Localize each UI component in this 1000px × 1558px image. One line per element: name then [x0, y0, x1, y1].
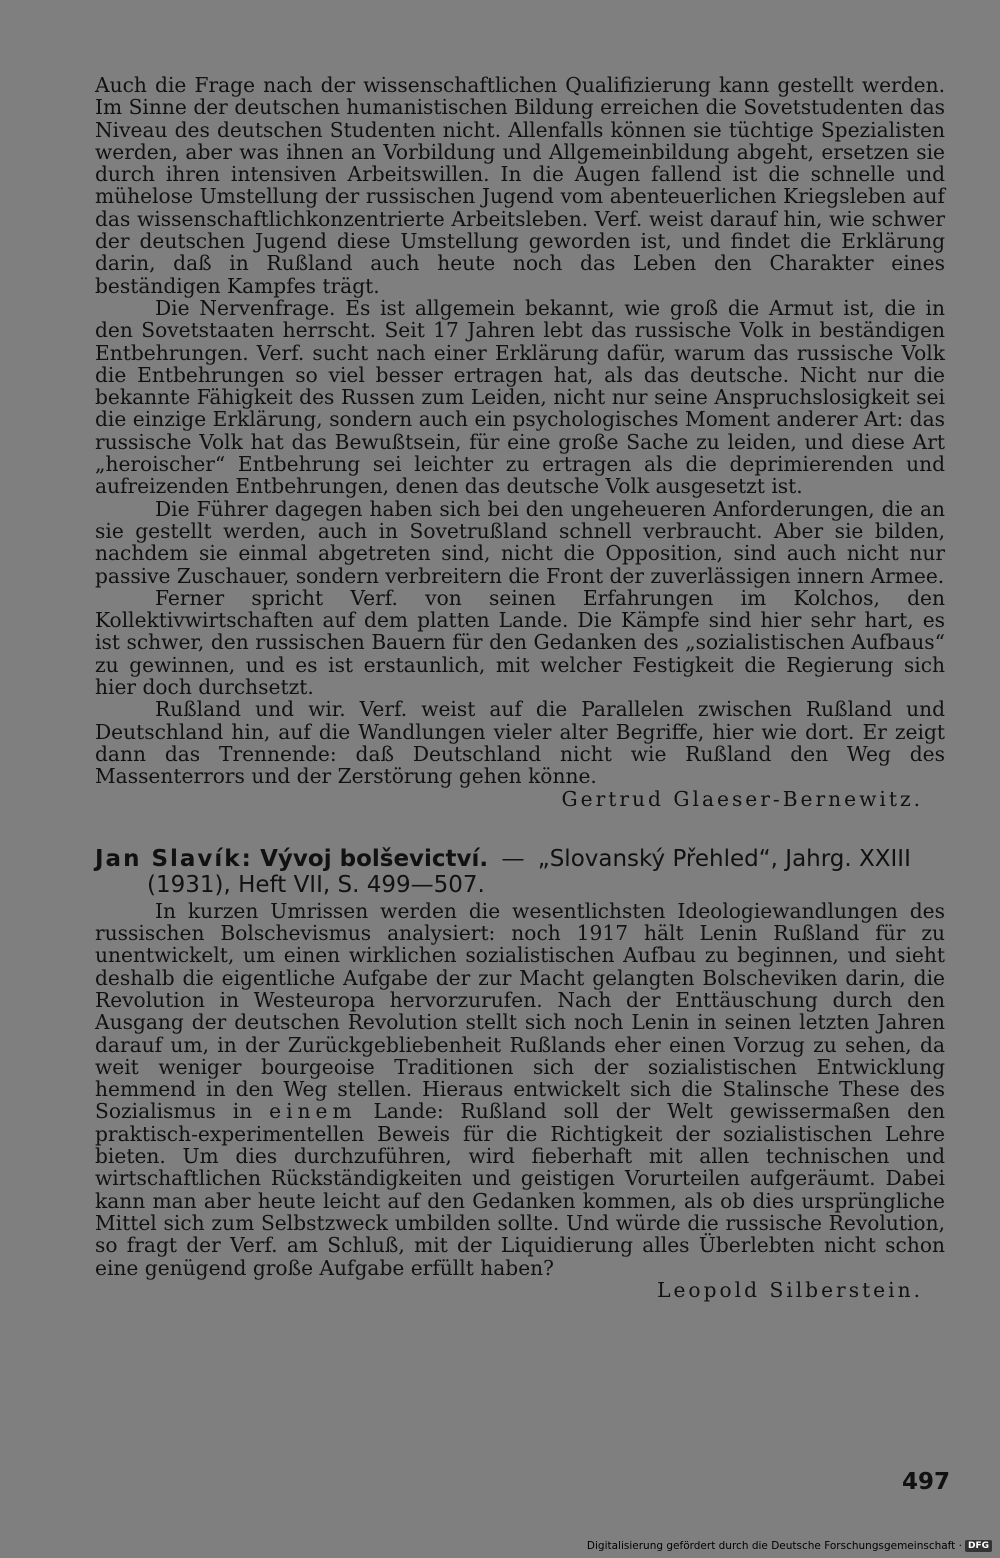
review1-paragraph-3: Die Führer dagegen haben sich bei den ungeheueren Anforderungen, die an sie gestellt werden, auch in Sovetrußland schnell verbraucht. Aber sie bilden, nachdem sie einmal abgetreten sind, nicht die Opposition, sind auch nicht nur passive Zuschauer, sondern verbreitern die Front der zuverlässigen innern Armee. [95, 496, 945, 588]
review2-body [95, 900, 945, 1279]
footer-credit [587, 1540, 992, 1552]
review2-body-emphasis: einem [269, 1099, 357, 1124]
review1-paragraph-5: Rußland und wir. Verf. weist auf die Parallelen zwischen Rußland und Deutschland hin, auf die Wandlungen vieler alter Begriffe, hier wie dort. Er zeigt dann das Trennende: daß Deutschland nicht wie Rußland den Weg des Massenterrors und der Zerstörung gehen könne. [95, 697, 945, 789]
review1-paragraph-4: Ferner spricht Verf. von seinen Erfahrungen im Kolchos, den Kollektivwirtschaften auf dem platten Lande. Die Kämpfe sind hier sehr hart, es ist schwer, den russischen Bauern für den Gedanken des „sozialistischen Aufbaus“ zu gewinnen, und es ist erstaunlich, mit welcher Festigkeit die Regierung sich hier doch durchsetzt. [95, 585, 945, 700]
page-content [95, 74, 945, 1301]
review2-journal: „Slovanský Přehled“, Jahrg. XXIII (1931), Heft VII, S. 499—507. [147, 845, 911, 898]
review2-title: Vývoj bolševictví. [260, 845, 489, 872]
review2-dash: — [501, 845, 525, 872]
review2-signature: Leopold Silberstein. [657, 1277, 923, 1302]
page-number: 497 [901, 1469, 950, 1495]
review1-paragraph-2: Die Nervenfrage. Es ist allgemein bekannt, wie groß die Armut ist, die in den Sovetstaaten herrscht. Seit 17 Jahren lebt das russische Volk in beständigen Entbehrungen. Verf. sucht nach einer Erklärung dafür, warum das russische Volk die Entbehrungen so viel besser ertragen hat, als das deutsche. Nicht nur die bekannte Fähigkeit des Russen zum Leiden, nicht nur seine Anspruchslosigkeit sei die einzige Erklärung, sondern auch ein psychologisches Moment anderer Art: das russische Volk hat das Bewußtsein, für eine große Sache zu leiden, und diese Art „heroischer“ Entbehrung sei leichter zu ertragen als die deprimierenden und aufreizenden Entbehrungen, denen das deutsche Volk ausgesetzt ist. [95, 295, 945, 499]
review2-body-after: Lande: Rußland soll der Welt gewissermaßen den praktisch-experimentellen Beweis für die Richtigkeit der sozialistischen Lehre bieten. Um dies durchzuführen, wird fieberhaft mit allen technischen und wirtschaftlichen Rückständigkeiten und geistigen Vorurteilen aufgeräumt. Dabei kann man aber heute leicht auf den Gedanken kommen, als ob dies ursprüngliche Mittel sich zum Selbstzweck umbilden sollte. Und würde die russische Revolution, so fragt der Verf. am Schluß, mit der Liquidierung alles Überlebten nicht schon eine genügend große Aufgabe erfüllt haben? [95, 1099, 945, 1280]
review2-heading [95, 846, 945, 898]
review2-body-before: In kurzen Umrissen werden die wesentlichsten Ideologiewandlungen des russischen Bolschevismus analysiert: noch 1917 hält Lenin Rußland für zu unentwickelt, um einen wirklichen sozialistischen Aufbau zu beginnen, und sieht deshalb die eigentliche Aufgabe der zur Macht gelangten Bolscheviken darin, die Revolution in Westeuropa hervorzurufen. Nach der Enttäuschung durch den Ausgang der deutschen Revolution stellt sich noch Lenin in seinen letzten Jahren darauf um, in der Zurückgebliebenheit Rußlands eher einen Vorzug zu sehen, da weit weniger bourgeoise Traditionen sich der sozialistischen Entwicklung hemmend in den Weg stellen. Hieraus entwickelt sich die Stalinsche These des Sozialismus in [95, 898, 945, 1124]
review1-signature: Gertrud Glaeser-Bernewitz. [561, 786, 923, 811]
review1-paragraph-1: Auch die Frage nach der wissenschaftlichen Qualifizierung kann gestellt werden. Im Sinne der deutschen humanistischen Bildung erreichen die Sovetstudenten das Niveau des deutschen Studenten nicht. Allenfalls können sie tüchtige Spezialisten werden, aber was ihnen an Vorbildung und Allgemeinbildung abgeht, ersetzen sie durch ihren intensiven Arbeitswillen. In die Augen fallend ist die schnelle und mühelose Umstellung der russischen Jugend vom abenteuerlichen Kriegsleben auf das wissenschaftlichkonzentrierte Arbeitsleben. Verf. weist darauf hin, wie schwer der deutschen Jugend diese Umstellung geworden ist, und findet die Erklärung darin, daß in Rußland auch heute noch das Leben den Charakter eines beständigen Kampfes trägt. [95, 73, 945, 298]
dfg-logo-icon: DFG [965, 1540, 992, 1552]
review2-author: Jan Slavík: [95, 845, 253, 872]
footer-text: Digitalisierung gefördert durch die Deutsche Forschungsgemeinschaft · [586, 1540, 962, 1552]
